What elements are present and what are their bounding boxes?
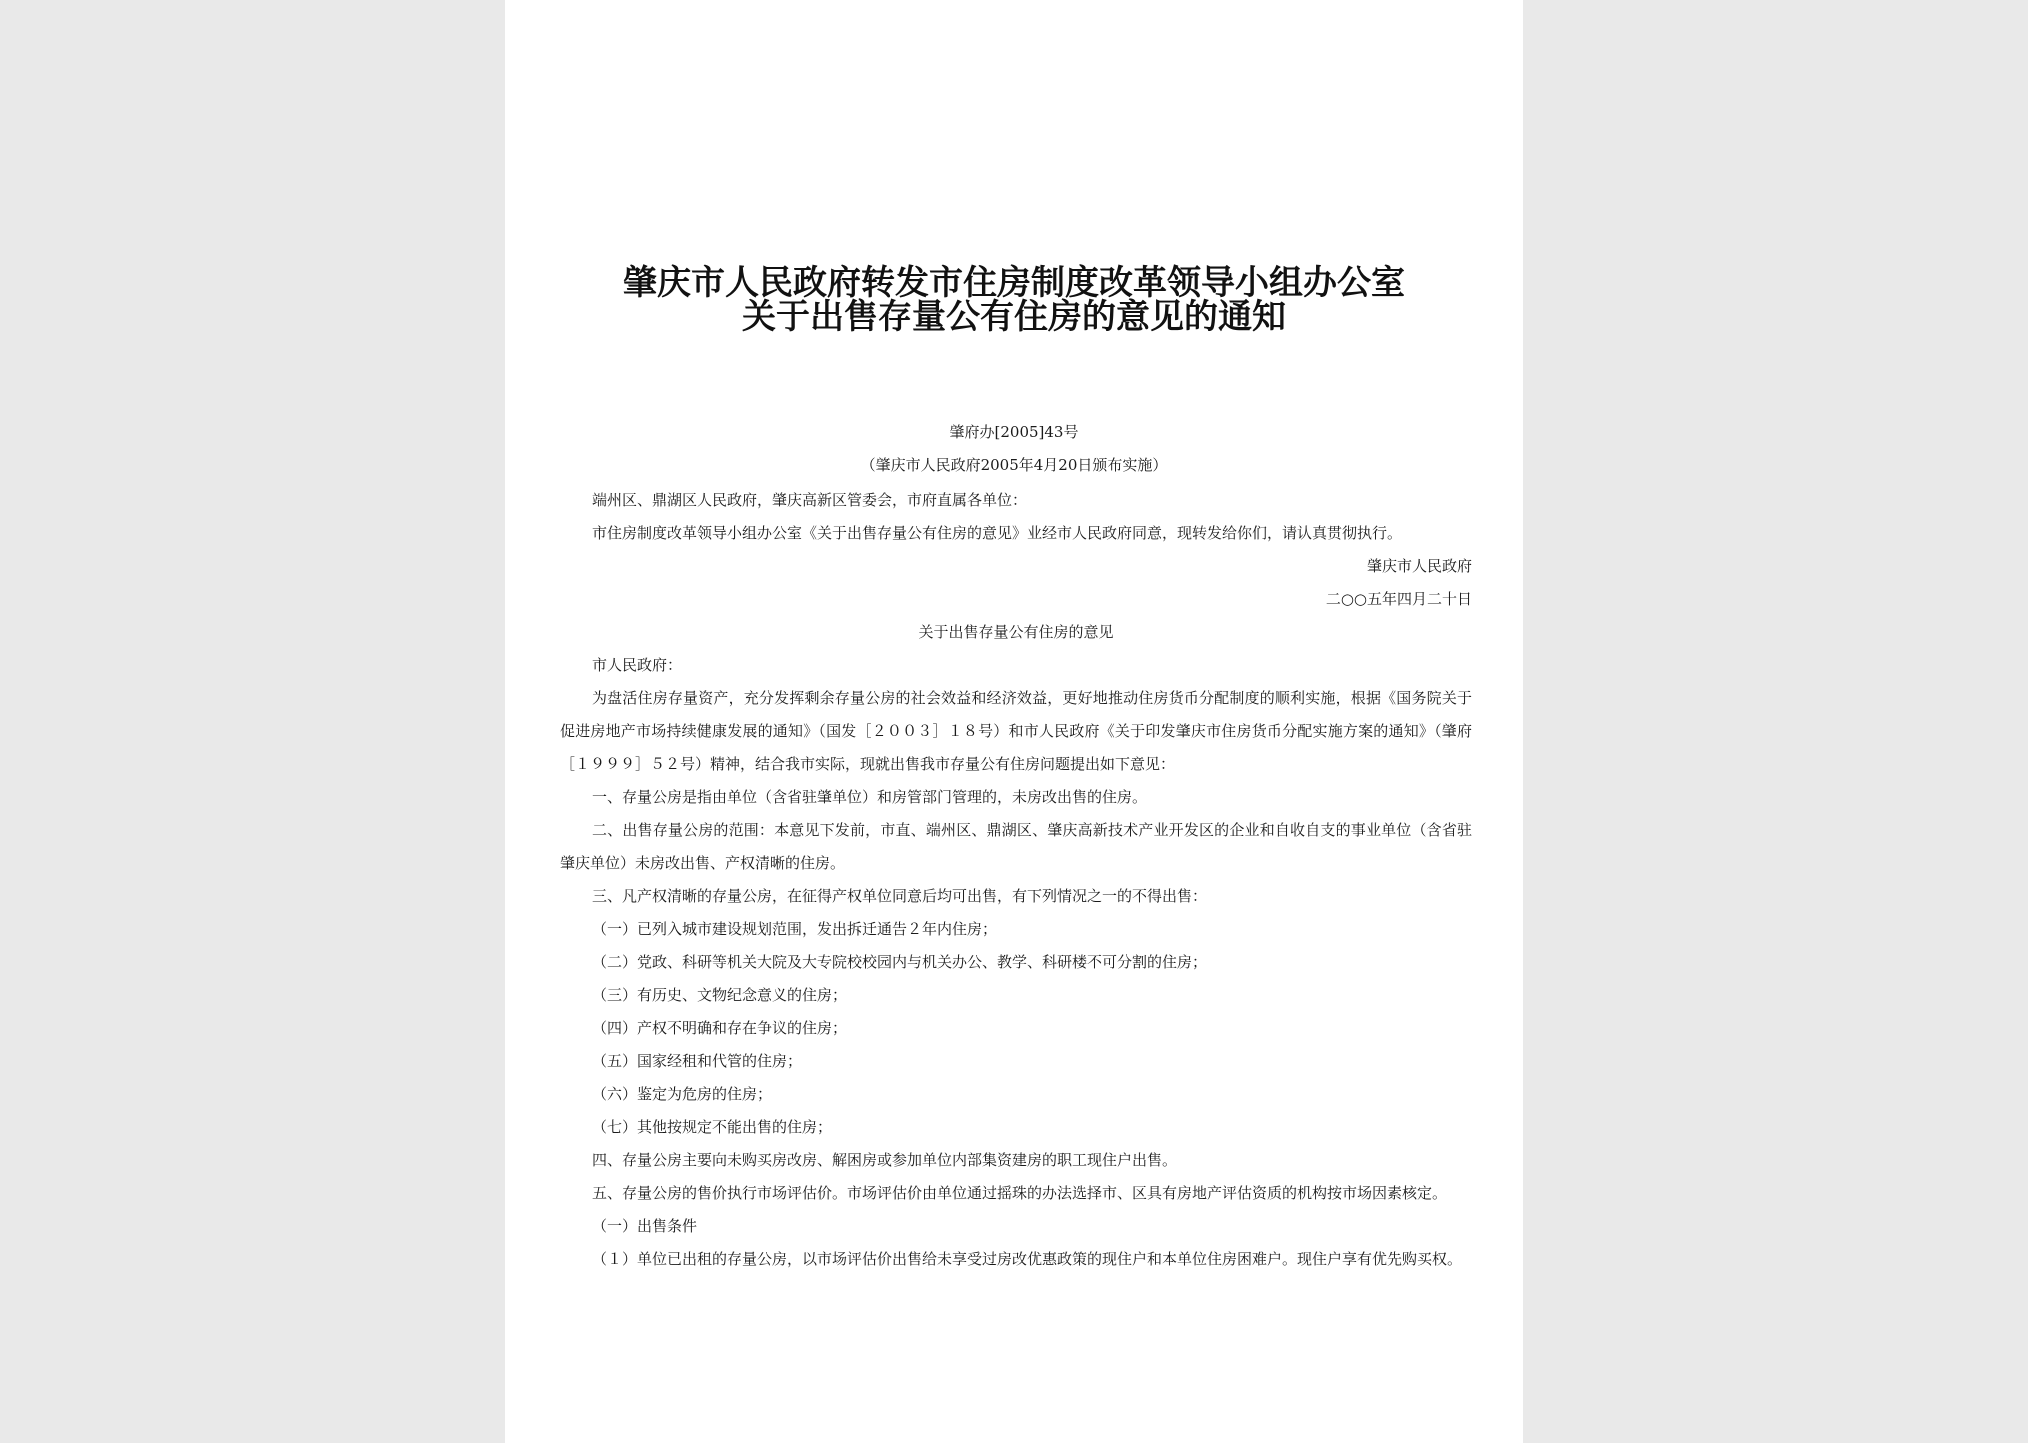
opinion-addressee: 市人民政府：	[592, 656, 683, 674]
document-number: 肇府办[2005]43号	[949, 423, 1079, 441]
sub-item: （六）鉴定为危房的住房；	[592, 1085, 773, 1103]
opinion-item-3: 三、凡产权清晰的存量公房，在征得产权单位同意后均可出售，有下列情况之一的不得出售：	[592, 887, 1208, 905]
sub-item: （五）国家经租和代管的住房；	[592, 1052, 803, 1070]
sub-item: （四）产权不明确和存在争议的住房；	[592, 1019, 848, 1037]
document-title-line2: 关于出售存量公有住房的意见的通知	[742, 297, 1286, 337]
sub-item: （二）党政、科研等机关大院及大专院校校园内与机关办公、教学、科研楼不可分割的住房；	[592, 953, 1208, 971]
opinion-heading: 关于出售存量公有住房的意见	[918, 623, 1114, 641]
sub-item: （一）已列入城市建设规划范围，发出拆迁通告２年内住房；	[592, 920, 998, 938]
notice-body: 市住房制度改革领导小组办公室《关于出售存量公有住房的意见》业经市人民政府同意，现转发给你们，请认真贯彻执行。	[592, 524, 1403, 542]
document-body	[560, 484, 1472, 1276]
opinion-intro: 为盘活住房存量资产，充分发挥剩余存量公房的社会效益和经济效益，更好地推动住房货币分配制度的顺利实施，根据《国务院关于促进房地产市场持续健康发展的通知》（国发［２００３］１８号）和市人民政府《关于印发肇庆市住房货币分配实施方案的通知》（肇府［１９９９］５２号）精神，结合我市实际，现就出售我市存量公有住房问题提出如下意见：	[560, 689, 1472, 773]
opinion-item-5: 五、存量公房的售价执行市场评估价。市场评估价由单位通过摇珠的办法选择市、区具有房地产评估资质的机构按市场因素核定。	[592, 1184, 1448, 1202]
document-page	[505, 0, 1523, 1443]
issued-note: （肇庆市人民政府2005年4月20日颁布实施）	[860, 456, 1168, 474]
sale-condition-1: （１）单位已出租的存量公房，以市场评估价出售给未享受过房改优惠政策的现住户和本单位住房困难户。现住户享有优先购买权。	[592, 1250, 1463, 1268]
sale-conditions-heading: （一）出售条件	[592, 1217, 698, 1235]
notice-signer: 肇庆市人民政府	[1366, 557, 1472, 575]
notice-date: 二○○五年四月二十日	[1325, 590, 1472, 608]
sub-item: （三）有历史、文物纪念意义的住房；	[592, 986, 848, 1004]
opinion-item-2: 二、出售存量公房的范围：本意见下发前，市直、端州区、鼎湖区、肇庆高新技术产业开发区的企业和自收自支的事业单位（含省驻肇庆单位）未房改出售、产权清晰的住房。	[560, 821, 1472, 872]
notice-recipients: 端州区、鼎湖区人民政府，肇庆高新区管委会，市府直属各单位：	[592, 491, 1028, 509]
document-title-line1: 肇庆市人民政府转发市住房制度改革领导小组办公室	[623, 263, 1405, 303]
sub-item: （七）其他按规定不能出售的住房；	[592, 1118, 833, 1136]
opinion-item-1: 一、存量公房是指由单位（含省驻肇单位）和房管部门管理的，未房改出售的住房。	[592, 788, 1148, 806]
opinion-item-4: 四、存量公房主要向未购买房改房、解困房或参加单位内部集资建房的职工现住户出售。	[592, 1151, 1178, 1169]
